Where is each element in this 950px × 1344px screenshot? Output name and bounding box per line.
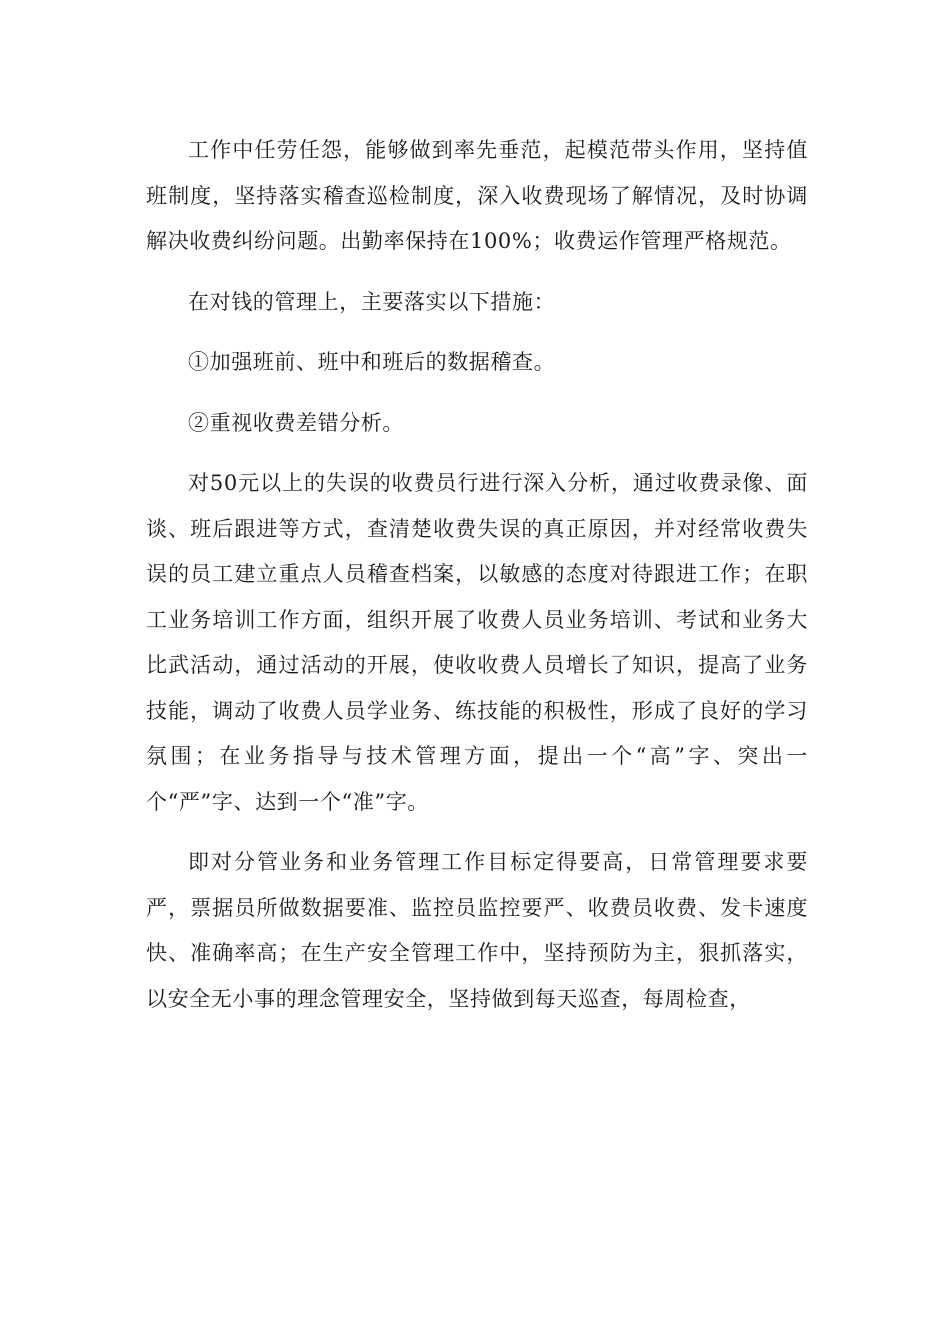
document-body bbox=[146, 128, 808, 1022]
paragraph-money-management: 在对钱的管理上，主要落实以下措施： bbox=[188, 289, 556, 314]
paragraph-work-attitude: 工作中任劳任怨，能够做到率先垂范，起模范带头作用，坚持值班制度，坚持落实稽查巡检制度，深入收费现场了解情况，及时协调解决收费纠纷问题。出勤率保持在100%；收费运作管理严格规范。 bbox=[146, 138, 808, 253]
paragraph-business-targets: 即对分管业务和业务管理工作目标定得要高，日常管理要求要严，票据员所做数据要准、监控员监控要严、收费员收费、发卡速度快、准确率高；在生产安全管理工作中，坚持预防为主，狠抓落实，以安全无小事的理念管理安全，坚持做到每天巡查，每周检查， bbox=[146, 850, 808, 1011]
paragraph-measure-1: ①加强班前、班中和班后的数据稽查。 bbox=[188, 350, 556, 374]
paragraph-error-analysis: 对50元以上的失误的收费员行进行深入分析，通过收费录像、面谈、班后跟进等方式，查清楚收费失误的真正原因，并对经常收费失误的员工建立重点人员稽查档案，以敏感的态度对待跟进工作；在职工业务培训工作方面，组织开展了收费人员业务培训、考试和业务大比武活动，通过活动的开展，使收收费人员增长了知识，提高了业务技能，调动了收费人员学业务、练技能的积极性，形成了良好的学习氛围；在业务指导与技术管理方面，提出一个“高”字、突出一个“严”字、达到一个“准”字。 bbox=[146, 471, 808, 814]
paragraph-measure-2: ②重视收费差错分析。 bbox=[188, 410, 404, 435]
